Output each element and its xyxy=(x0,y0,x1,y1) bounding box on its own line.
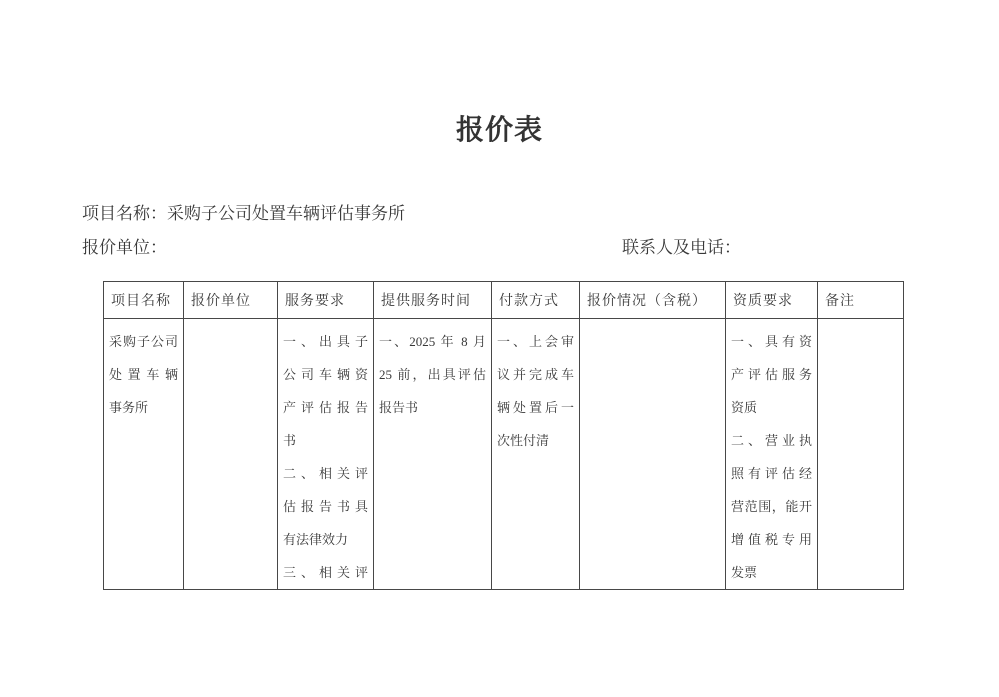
cell-line: 三、相关评 xyxy=(283,565,368,580)
table-row xyxy=(104,319,904,590)
column-header-qualification-requirements: 资质要求 xyxy=(726,282,818,319)
cell-line: 事务所 xyxy=(109,400,149,415)
table-header-row xyxy=(104,282,904,319)
column-header-project-name: 项目名称 xyxy=(104,282,184,319)
project-name-label: 项目名称： xyxy=(82,204,167,223)
cell-line: 估报告书具 xyxy=(283,499,368,514)
column-header-service-requirements: 服务要求 xyxy=(278,282,374,319)
cell-line: 一、2025 年 8 月 xyxy=(379,334,486,349)
cell-line: 议并完成车 xyxy=(497,367,574,382)
cell-line: 一、上会审 xyxy=(497,334,574,349)
column-header-quoter: 报价单位 xyxy=(184,282,278,319)
cell-payment-method xyxy=(492,319,580,590)
cell-line: 报告书 xyxy=(379,400,419,415)
cell-qualification-requirements xyxy=(726,319,818,590)
cell-line: 增值税专用 xyxy=(731,532,812,547)
page-title: 报价表 xyxy=(455,115,543,146)
cell-line: 一、出具子 xyxy=(283,334,368,349)
column-header-quote-with-tax: 报价情况（含税） xyxy=(580,282,726,319)
cell-line: 公司车辆资 xyxy=(283,367,368,382)
cell-line: 书 xyxy=(283,433,297,448)
cell-line: 处置车辆 xyxy=(109,367,178,382)
cell-line: 辆处置后一 xyxy=(497,400,574,415)
cell-line: 产评估服务 xyxy=(731,367,812,382)
cell-quote-with-tax xyxy=(580,319,726,590)
quoter-label: 报价单位： xyxy=(82,238,167,257)
column-header-payment-method: 付款方式 xyxy=(492,282,580,319)
cell-line: 发票 xyxy=(731,565,758,580)
cell-line: 一、具有资 xyxy=(731,334,812,349)
cell-quoter xyxy=(184,319,278,590)
column-header-remarks: 备注 xyxy=(818,282,904,319)
cell-line: 二、相关评 xyxy=(283,466,368,481)
cell-service-time xyxy=(374,319,492,590)
cell-line: 25 前，出具评估 xyxy=(379,367,486,382)
cell-service-requirements xyxy=(278,319,374,590)
quotation-table xyxy=(103,281,904,590)
cell-line: 照有评估经 xyxy=(731,466,812,481)
cell-line: 有法律效力 xyxy=(283,532,349,547)
cell-remarks xyxy=(818,319,904,590)
cell-line: 二、营业执 xyxy=(731,433,812,448)
project-name-value: 采购子公司处置车辆评估事务所 xyxy=(167,204,405,223)
cell-project-name xyxy=(104,319,184,590)
contact-label: 联系人及电话： xyxy=(622,238,741,257)
cell-line: 营范围，能开 xyxy=(731,499,812,514)
column-header-service-time: 提供服务时间 xyxy=(374,282,492,319)
project-name-line xyxy=(82,199,405,224)
cell-line: 资质 xyxy=(731,400,758,415)
cell-line: 次性付清 xyxy=(497,433,550,448)
cell-line: 采购子公司 xyxy=(109,334,178,349)
cell-line: 产评估报告 xyxy=(283,400,368,415)
